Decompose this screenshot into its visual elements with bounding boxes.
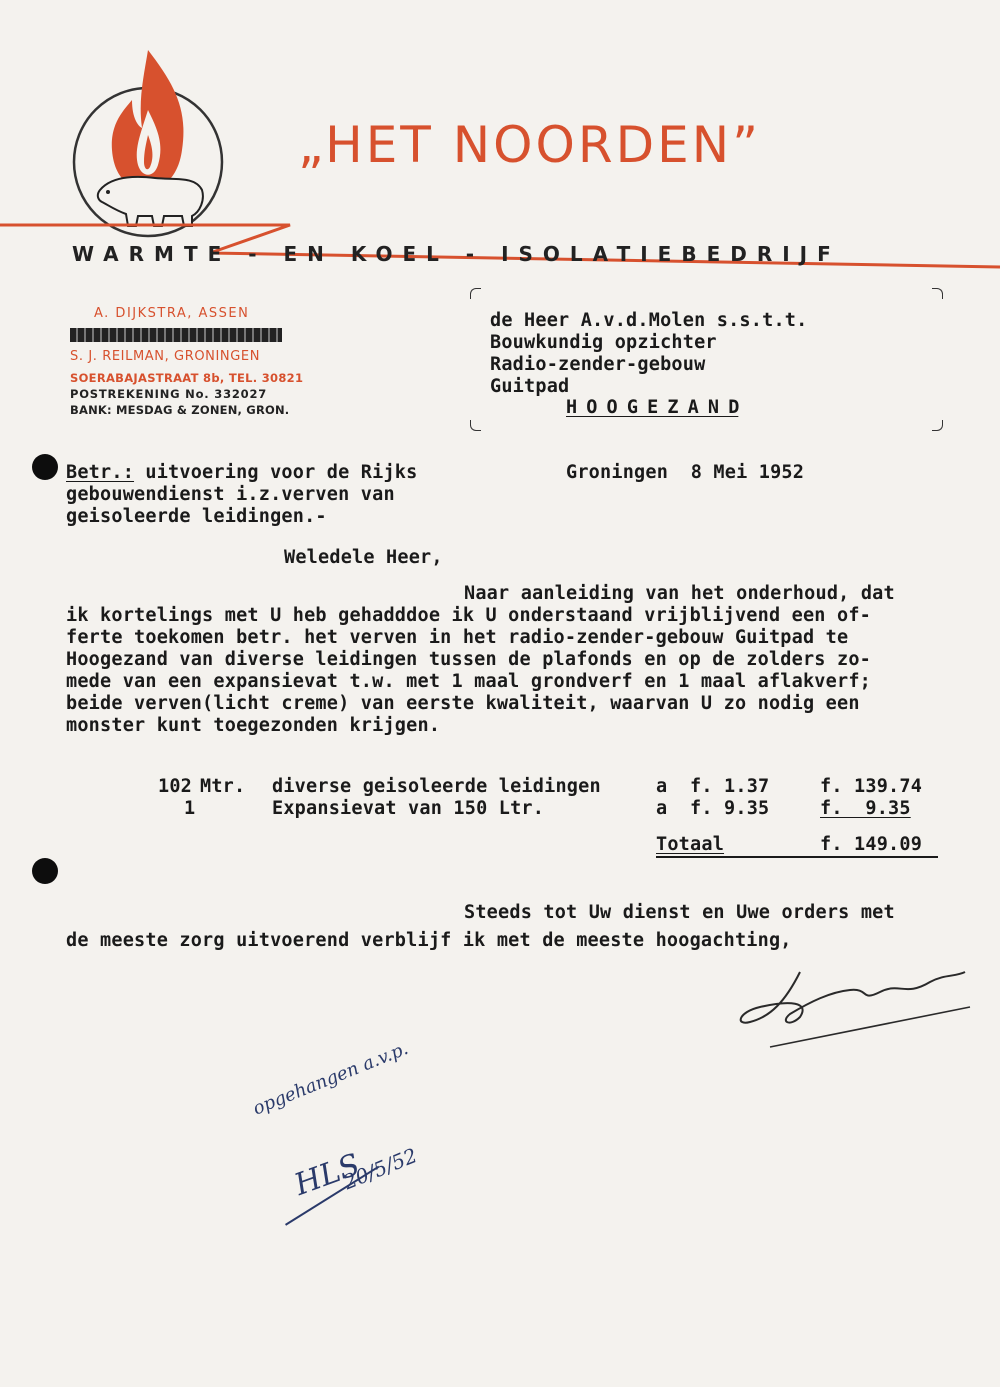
item-price: f. 1.37	[690, 776, 770, 797]
closing-line: Steeds tot Uw dienst en Uwe orders met	[464, 902, 895, 923]
subject-text: uitvoering voor de Rijks	[134, 462, 418, 483]
sender-line-2: S. J. REILMAN, GRONINGEN	[70, 349, 261, 364]
body-line: ik kortelings met U heb gehadddoe ik U onderstaand vrijblijvend een of-	[66, 605, 871, 626]
closing-line: de meeste zorg uitvoerend verblijf ik met de meeste hoogachting,	[66, 930, 792, 951]
sender-line-5: BANK: MESDAG & ZONEN, GRON.	[70, 403, 290, 417]
handnote-initials: HLS	[290, 1147, 365, 1203]
company-name: „HET NOORDEN”	[298, 116, 761, 174]
sender-line-4: POSTREKENING No. 332027	[70, 387, 268, 401]
item-total: f. 139.74	[820, 776, 923, 797]
sender-line-3: SOERABAJASTRAAT 8b, TEL. 30821	[70, 371, 304, 385]
address-corner-mark	[932, 420, 943, 431]
item-qty: 1	[184, 798, 196, 819]
body-line: Naar aanleiding van het onderhoud, dat	[464, 583, 895, 604]
body-line: ferte toekomen betr. het verven in het radio-zender-gebouw Guitpad te	[66, 627, 849, 648]
item-a: a	[656, 798, 668, 819]
handnote-date: 20/5/52	[340, 1143, 421, 1195]
address-corner-mark	[932, 288, 943, 299]
addressee-line-4: Guitpad	[490, 376, 570, 397]
item-total: f. 9.35	[820, 798, 911, 819]
total-value: f. 149.09	[820, 834, 923, 855]
punch-hole	[32, 454, 58, 480]
subject-line-3: geisoleerde leidingen.-	[66, 506, 327, 527]
handnote-line: opgehangen a.v.p.	[250, 1038, 412, 1120]
addressee-line-3: Radio-zender-gebouw	[490, 354, 706, 375]
body-line: monster kunt toegezonden krijgen.	[66, 715, 441, 736]
item-description: diverse geisoleerde leidingen	[272, 776, 601, 797]
item-qty: 102	[158, 776, 193, 797]
item-description: Expansievat van 150 Ltr.	[272, 798, 545, 819]
body-line: beide verven(licht creme) van eerste kwaliteit, waarvan U zo nodig een	[66, 693, 860, 714]
item-unit: Mtr.	[200, 776, 246, 797]
struck-out-line	[70, 328, 282, 342]
punch-hole	[32, 858, 58, 884]
addressee-line-1: de Heer A.v.d.Molen s.s.t.t.	[490, 310, 808, 331]
subject-line-2: gebouwendienst i.z.verven van	[66, 484, 395, 505]
addressee-line-2: Bouwkundig opzichter	[490, 332, 717, 353]
total-underline	[656, 856, 938, 858]
company-tagline: WARMTE - EN KOEL - ISOLATIEBEDRIJF	[72, 242, 841, 266]
body-line: mede van een expansievat t.w. met 1 maal grondverf en 1 maal aflakverf;	[66, 671, 871, 692]
item-a: a	[656, 776, 668, 797]
subject-label: Betr.:	[66, 462, 135, 483]
subject-line-1	[66, 462, 417, 483]
handwritten-signature	[730, 962, 980, 1057]
sender-line-1: A. DIJKSTRA, ASSEN	[94, 306, 250, 321]
address-corner-mark	[470, 420, 481, 431]
item-price: f. 9.35	[690, 798, 770, 819]
salutation: Weledele Heer,	[284, 547, 443, 568]
addressee-city: H O O G E Z A N D	[566, 397, 739, 418]
body-line: Hoogezand van diverse leidingen tussen de plafonds en op de zolders zo-	[66, 649, 871, 670]
letter-date: Groningen 8 Mei 1952	[566, 462, 805, 483]
address-corner-mark	[470, 288, 481, 299]
total-label: Totaal	[656, 834, 725, 855]
